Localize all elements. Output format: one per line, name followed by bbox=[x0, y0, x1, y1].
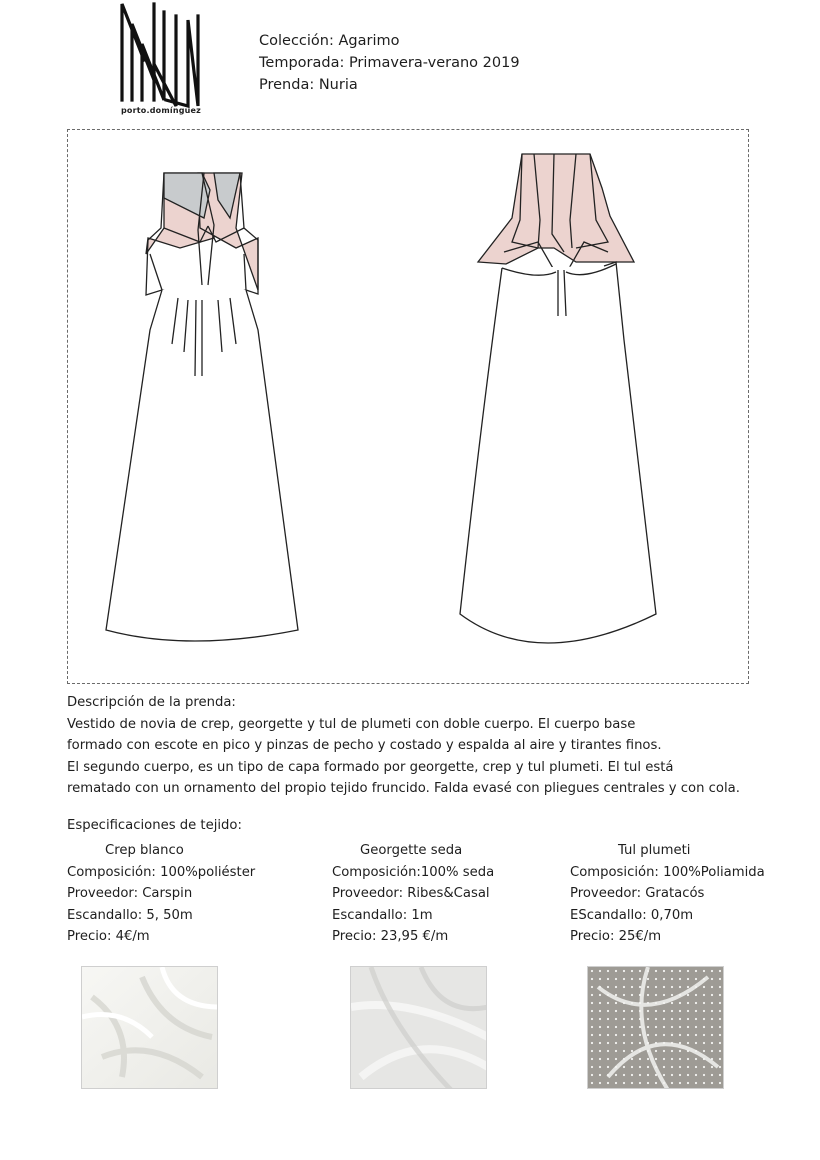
back-cape bbox=[478, 154, 634, 264]
fabric-composition: Composición:100% seda bbox=[332, 864, 495, 880]
fabric-supplier: Proveedor: Ribes&Casal bbox=[332, 886, 490, 901]
fabric-swatch-tul bbox=[587, 966, 724, 1089]
brand-caption: porto.domínguez bbox=[121, 106, 202, 115]
fabric-specs-heading: Especificaciones de tejido: bbox=[67, 818, 242, 833]
fabric-column-tul bbox=[570, 840, 765, 948]
back-skirt bbox=[460, 262, 656, 643]
fabric-price: Precio: 25€/m bbox=[570, 929, 662, 944]
brand-logo bbox=[118, 2, 208, 118]
fabric-yardage: Escandallo: 1m bbox=[332, 907, 433, 923]
fabric-column-crep bbox=[67, 840, 255, 948]
fabric-yardage: EScandallo: 0,70m bbox=[570, 907, 694, 923]
fabric-swatch-georgette bbox=[350, 966, 487, 1089]
fabric-swatch-crep bbox=[81, 966, 218, 1089]
season-label: Temporada: Primavera-verano 2019 bbox=[259, 55, 520, 71]
fabric-name: Tul plumeti bbox=[618, 843, 691, 858]
front-view-dress bbox=[106, 173, 298, 641]
fabric-price: Precio: 23,95 €/m bbox=[332, 929, 449, 944]
fabric-composition: Composición: 100%poliéster bbox=[67, 864, 256, 880]
collection-label: Colección: Agarimo bbox=[259, 33, 400, 49]
fabric-name: Crep blanco bbox=[105, 843, 184, 858]
garment-description bbox=[67, 692, 767, 800]
description-heading: Descripción de la prenda: bbox=[67, 695, 236, 710]
fabric-name: Georgette seda bbox=[360, 843, 463, 858]
fabric-supplier: Proveedor: Carspin bbox=[67, 886, 193, 901]
fabric-composition: Composición: 100%Poliamida bbox=[570, 864, 765, 880]
fabric-price: Precio: 4€/m bbox=[67, 929, 150, 944]
description-line: Vestido de novia de crep, georgette y tul de plumeti con doble cuerpo. El cuerpo base bbox=[67, 716, 636, 732]
back-view-dress bbox=[460, 154, 656, 643]
technical-sketch-frame bbox=[67, 129, 749, 684]
fabric-column-georgette bbox=[332, 840, 494, 948]
technical-sketch bbox=[68, 130, 750, 685]
fabric-yardage: Escandallo: 5, 50m bbox=[67, 907, 193, 923]
description-line: El segundo cuerpo, es un tipo de capa formado por georgette, crep y tul plumeti. El tul está bbox=[67, 759, 674, 775]
description-line: rematado con un ornamento del propio tejido fruncido. Falda evasé con pliegues centrales y con cola. bbox=[67, 781, 740, 796]
fabric-supplier: Proveedor: Gratacós bbox=[570, 886, 705, 901]
garment-label: Prenda: Nuria bbox=[259, 77, 358, 93]
description-line: formado con escote en pico y pinzas de pecho y costado y espalda al aire y tirantes finos. bbox=[67, 738, 662, 753]
garment-header bbox=[259, 30, 520, 96]
